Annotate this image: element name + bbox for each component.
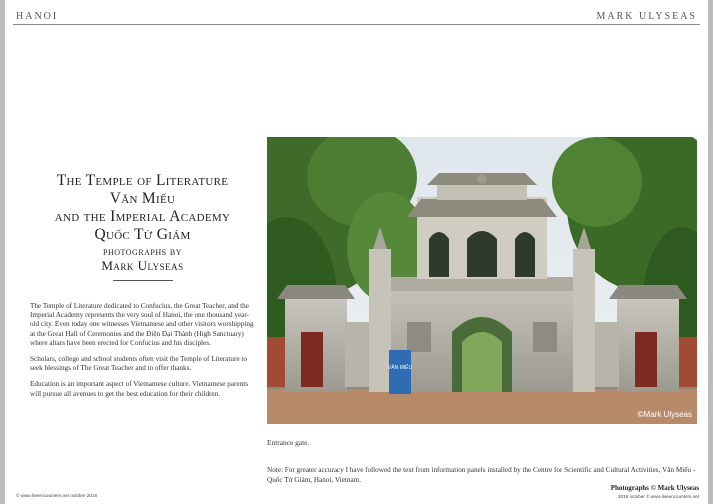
body-paragraph-2: Scholars, college and school students often visit the Temple of Literature to seek blessings of The Great Teacher and to offer thanks. <box>30 355 247 373</box>
title-line-3: and the Imperial Academy <box>54 208 231 225</box>
photo-caption: Entrance gate. <box>267 438 310 447</box>
footer-right-credit <box>611 484 699 499</box>
body-paragraph-1: The Temple of Literature dedicated to Confucius, the Great Teacher, and the Imperial Academy represents the very soul of Hanoi, the one thousand year-old city. Even today one witnesses Vietnamese and other visitors worshipping at the Great Hall of Ceremonies and the Điện Đại Thành (High Sanctuary) where altars have been erected for Confucius and his disciples. <box>30 302 254 347</box>
header-section-title: HANOI <box>16 11 59 22</box>
entrance-gate-photo <box>267 137 697 424</box>
article-title-block <box>20 172 265 281</box>
photo-watermark: ©Mark Ulyseas <box>637 410 692 419</box>
page-frame-left <box>0 0 5 504</box>
title-line-2: Văn Miếu <box>109 190 176 207</box>
photographer-name: Mark Ulyseas <box>101 258 184 273</box>
title-divider <box>113 280 173 281</box>
article-body <box>30 302 256 406</box>
photographs-by-label: photographs by <box>103 246 182 258</box>
header-rule <box>13 24 700 25</box>
title-line-4: Quốc Tử Giám <box>94 226 191 243</box>
body-paragraph-3: Education is an important aspect of Vietnamese culture. Vietnamese parents will pursue all avenues to get the best education for their children. <box>30 380 249 398</box>
header-author: MARK ULYSEAS <box>596 11 697 22</box>
title-line-1: The Temple of Literature <box>56 172 229 189</box>
footer-site-credit: 2018 october © www.liveencounters.net <box>617 494 699 499</box>
source-note: Note: For greater accuracy I have followed the text from information panels installed by the Centre for Scientific and Cultural Activities, Văn Miếu - Quốc Tử Giám, Hanoi, Vietnam. <box>267 466 696 484</box>
footer-left-credit: © www.liveencounters.net october 2018 <box>16 493 98 498</box>
page-frame-right <box>708 0 713 504</box>
footer-photo-credit: Photographs © Mark Ulyseas <box>610 484 699 492</box>
photo-sign-text: VĂN MIẾU <box>387 365 413 371</box>
